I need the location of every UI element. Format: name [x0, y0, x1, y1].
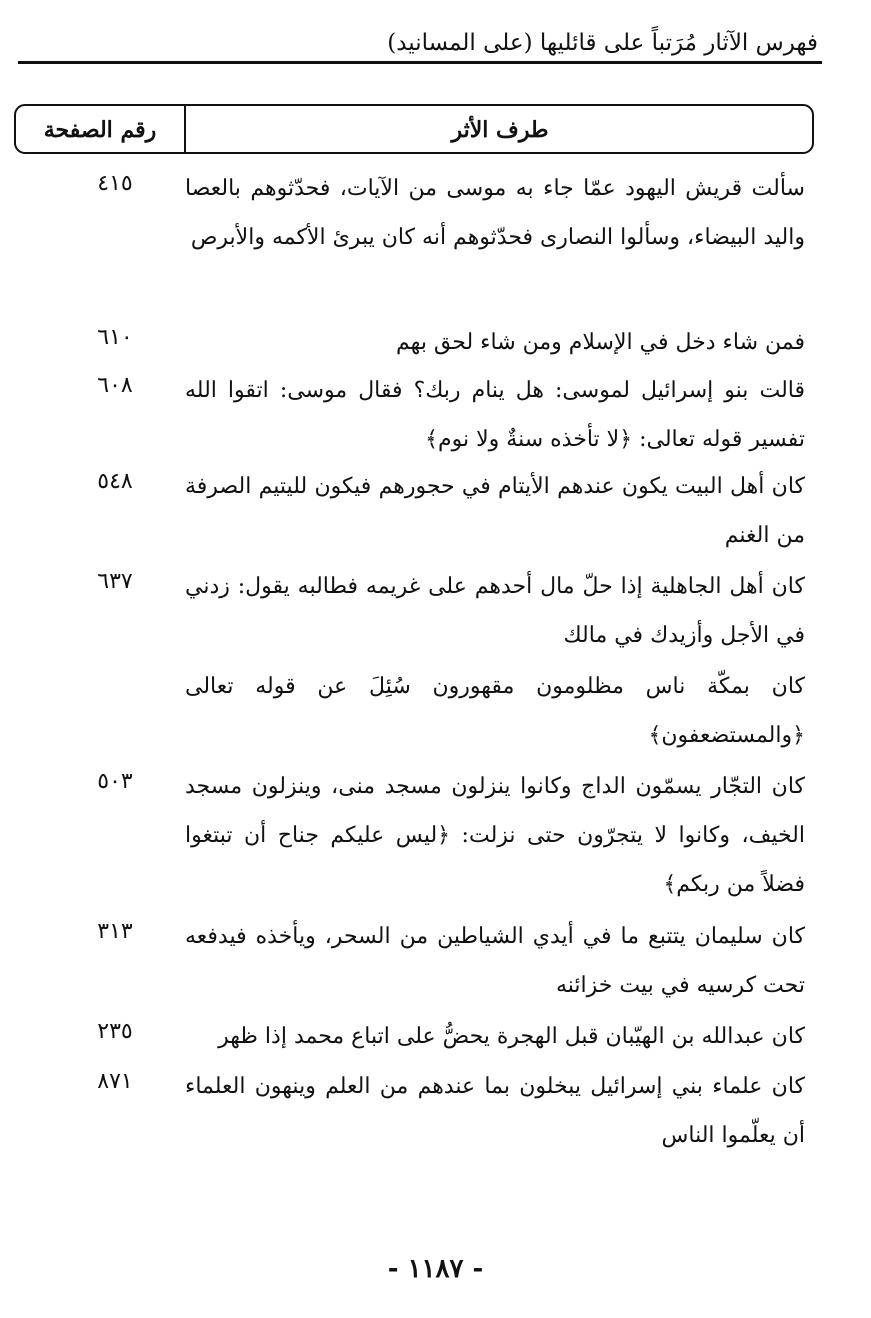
entry-text: كان عبدالله بن الهيّبان قبل الهجرة يحضُّ على اتباع محمد إذا ظهر	[218, 1024, 805, 1049]
entry-text: سألت قريش اليهود عمّا جاء به موسى من الآيات، فحدّثوهم بالعصا واليد البيضاء، وسألوا النصارى فحدّثوهم أنه كان يبرئ الأكمه والأبرص	[185, 176, 805, 250]
column-divider	[184, 106, 186, 152]
entry-text: كان بمكّة ناس مظلومون مقهورون سُئِلَ عن قوله تعالى ﴿والمستضعفون﴾	[185, 674, 805, 748]
entry-text: قالت بنو إسرائيل لموسى: هل ينام ربك؟ فقال موسى: اتقوا الله تفسير قوله تعالى: ﴿لا تأخذه سنةٌ ولا نوم﴾	[185, 378, 805, 452]
entry-text: كان أهل الجاهلية إذا حلّ مال أحدهم على غريمه فطالبه يقول: زدني في الأجل وأزيدك في مالك	[185, 574, 805, 648]
entry-text: فمن شاء دخل في الإسلام ومن شاء لحق بهم	[396, 330, 805, 355]
entry-page-number: ٢٣٥	[97, 1019, 133, 1044]
page-folio: - ١١٨٧ -	[387, 1254, 484, 1284]
entry-page-number: ٥٤٨	[97, 469, 133, 494]
column-header-page: رقم الصفحة	[43, 117, 157, 143]
entry-page-number: ٦٠٨	[97, 373, 133, 398]
entry-page-number: ٤١٥	[97, 171, 133, 196]
running-header: فهرس الآثار مُرَتباً على قائليها (على المسانيد)	[387, 30, 818, 56]
header-rule	[18, 61, 822, 64]
entry-page-number: ٣١٣	[97, 919, 133, 944]
entry-text: كان التجّار يسمّون الداج وكانوا ينزلون مسجد منى، وينزلون مسجد الخيف، وكانوا لا يتجرّون حتى نزلت: ﴿ليس عليكم جناح أن تبتغوا فضلاً من ربكم﴾	[185, 774, 805, 897]
entry-page-number: ٦٣٧	[97, 569, 133, 594]
entry-text: كان أهل البيت يكون عندهم الأيتام في حجورهم فيكون لليتيم الصرفة من الغنم	[185, 474, 805, 548]
entry-page-number: ٦١٠	[97, 325, 133, 350]
table-header	[14, 104, 814, 154]
entry-text: كان علماء بني إسرائيل يبخلون بما عندهم من العلم وينهون العلماء أن يعلّموا الناس	[185, 1074, 805, 1148]
entry-page-number: ٨٧١	[97, 1069, 133, 1094]
column-header-text: طرف الأثر	[451, 117, 549, 143]
entry-page-number: ٥٠٣	[97, 769, 133, 794]
entry-text: كان سليمان يتتبع ما في أيدي الشياطين من السحر، ويأخذه فيدفعه تحت كرسيه في بيت خزائنه	[185, 924, 805, 998]
